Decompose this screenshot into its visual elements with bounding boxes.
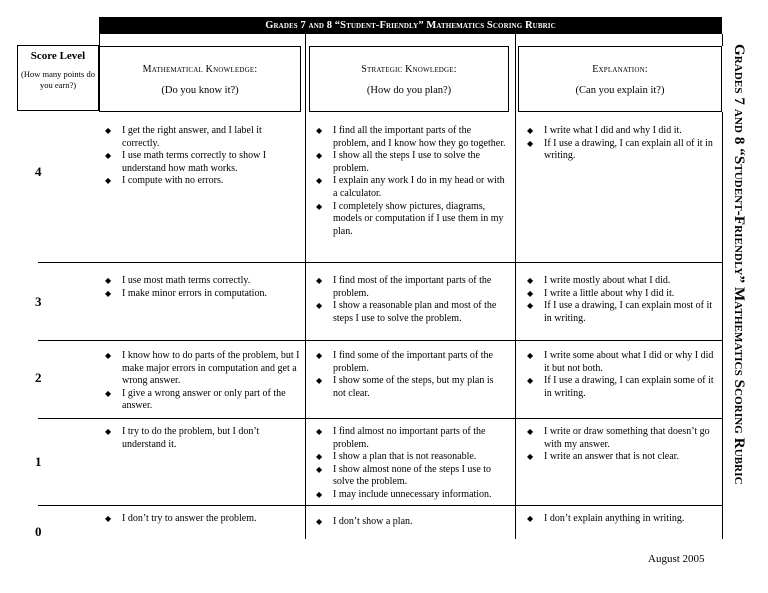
list-item: ◆ I know how to do parts of the problem, but I make major errors in computation and get a wrong answer. [105, 350, 300, 387]
cell-explanation [527, 513, 719, 526]
list-item: ◆ I write mostly about what I did. [527, 275, 671, 286]
score-level-4: 4 [35, 164, 42, 179]
row-divider [38, 262, 722, 263]
list-item: ◆ I show all the steps I use to solve the problem. [316, 150, 480, 174]
list-item: ◆ If I use a drawing, I can explain some of it in writing. [527, 375, 714, 399]
grid-line [99, 34, 100, 46]
score-level-2: 2 [35, 370, 42, 385]
side-title-text: Grades 7 and 8 “Student-Friendly” Mathematics Scoring Rubric [731, 44, 747, 485]
list-item: ◆ If I use a drawing, I can explain most of it in writing. [527, 300, 713, 324]
column-question: (Do you know it?) [161, 85, 239, 96]
cell-strategy [316, 426, 506, 502]
list-item: ◆ I may include unnecessary information. [316, 488, 492, 500]
score-level-1: 1 [35, 454, 42, 469]
cell-math [105, 513, 301, 526]
list-item: ◆ I write or draw something that doesn’t go with my answer. [527, 426, 710, 450]
list-item: ◆ I write a little about why I did it. [527, 287, 675, 299]
cell-strategy [316, 350, 506, 400]
list-item: ◆ I show a reasonable plan and most of the steps I use to solve the problem. [316, 300, 497, 324]
list-item: ◆ I find some of the important parts of the problem. [316, 350, 493, 374]
column-header-explanation [518, 46, 722, 112]
list-item: ◆ I explain any work I do in my head or with a calculator. [316, 175, 505, 199]
grid-line [722, 112, 723, 539]
score-level-header [17, 45, 99, 111]
grid-line [515, 34, 516, 539]
list-item: ◆ I show a plan that is not reasonable. [316, 451, 477, 463]
list-item: ◆ I write what I did and why I did it. [527, 125, 682, 136]
list-item: ◆ I find most of the important parts of the problem. [316, 275, 492, 299]
cell-strategy [316, 125, 506, 238]
score-level-3: 3 [35, 294, 42, 309]
list-item: ◆ I use most math terms correctly. [105, 275, 251, 286]
column-question: (Can you explain it?) [575, 85, 665, 96]
list-item: ◆ I don’t show a plan. [316, 516, 413, 527]
column-title: Explanation: [592, 64, 648, 75]
list-item: ◆ I get the right answer, and I label it correctly. [105, 125, 262, 149]
list-item: ◆ I don’t explain anything in writing. [527, 513, 685, 524]
row-divider [38, 418, 722, 419]
list-item: ◆ I find almost no important parts of the problem. [316, 426, 486, 450]
cell-explanation [527, 350, 719, 400]
list-item: ◆ If I use a drawing, I can explain all of it in writing. [527, 137, 713, 162]
rubric-title: Grades 7 and 8 “Student-Friendly” Mathematics Scoring Rubric [99, 17, 722, 34]
cell-math [105, 275, 301, 300]
cell-math [105, 350, 301, 413]
grid-line [305, 34, 306, 539]
row-divider [38, 505, 722, 506]
column-header-strategy [309, 46, 509, 112]
cell-strategy [316, 275, 506, 325]
list-item: ◆ I use math terms correctly to show I understand how math works. [105, 150, 267, 174]
cell-math [105, 426, 301, 451]
column-header-math [99, 46, 301, 112]
column-title: Mathematical Knowledge: [142, 64, 258, 75]
list-item: ◆ I don’t try to answer the problem. [105, 513, 257, 524]
list-item: ◆ I write an answer that is not clear. [527, 451, 679, 463]
list-item: ◆ I show some of the steps, but my plan is not clear. [316, 375, 494, 399]
list-item: ◆ I give a wrong answer or only part of the answer. [105, 387, 286, 412]
list-item: ◆ I make minor errors in computation. [105, 287, 267, 299]
cell-explanation [527, 426, 719, 464]
date-label: August 2005 [648, 553, 705, 565]
side-title [728, 44, 752, 544]
score-level-0: 0 [35, 524, 42, 539]
column-question: (How do you plan?) [366, 85, 452, 96]
cell-explanation [527, 275, 719, 325]
list-item: ◆ I compute with no errors. [105, 175, 224, 187]
row-divider [38, 340, 722, 341]
score-level-subtitle: (How many points do you earn?) [21, 69, 95, 90]
list-item: ◆ I find all the important parts of the problem, and I know how they go together. [316, 125, 506, 149]
grid-line [722, 34, 723, 46]
cell-explanation [527, 125, 719, 163]
cell-strategy [316, 516, 506, 529]
list-item: ◆ I write some about what I did or why I did it but not both. [527, 350, 714, 374]
column-title: Strategic Knowledge: [361, 64, 457, 75]
list-item: ◆ I try to do the problem, but I don’t understand it. [105, 426, 260, 450]
list-item: ◆ I show almost none of the steps I use to solve the problem. [316, 463, 492, 488]
list-item: ◆ I completely show pictures, diagrams, models or computation if I use them in my plan. [316, 200, 504, 237]
score-level-label: Score Level [30, 50, 86, 62]
cell-math [105, 125, 301, 188]
